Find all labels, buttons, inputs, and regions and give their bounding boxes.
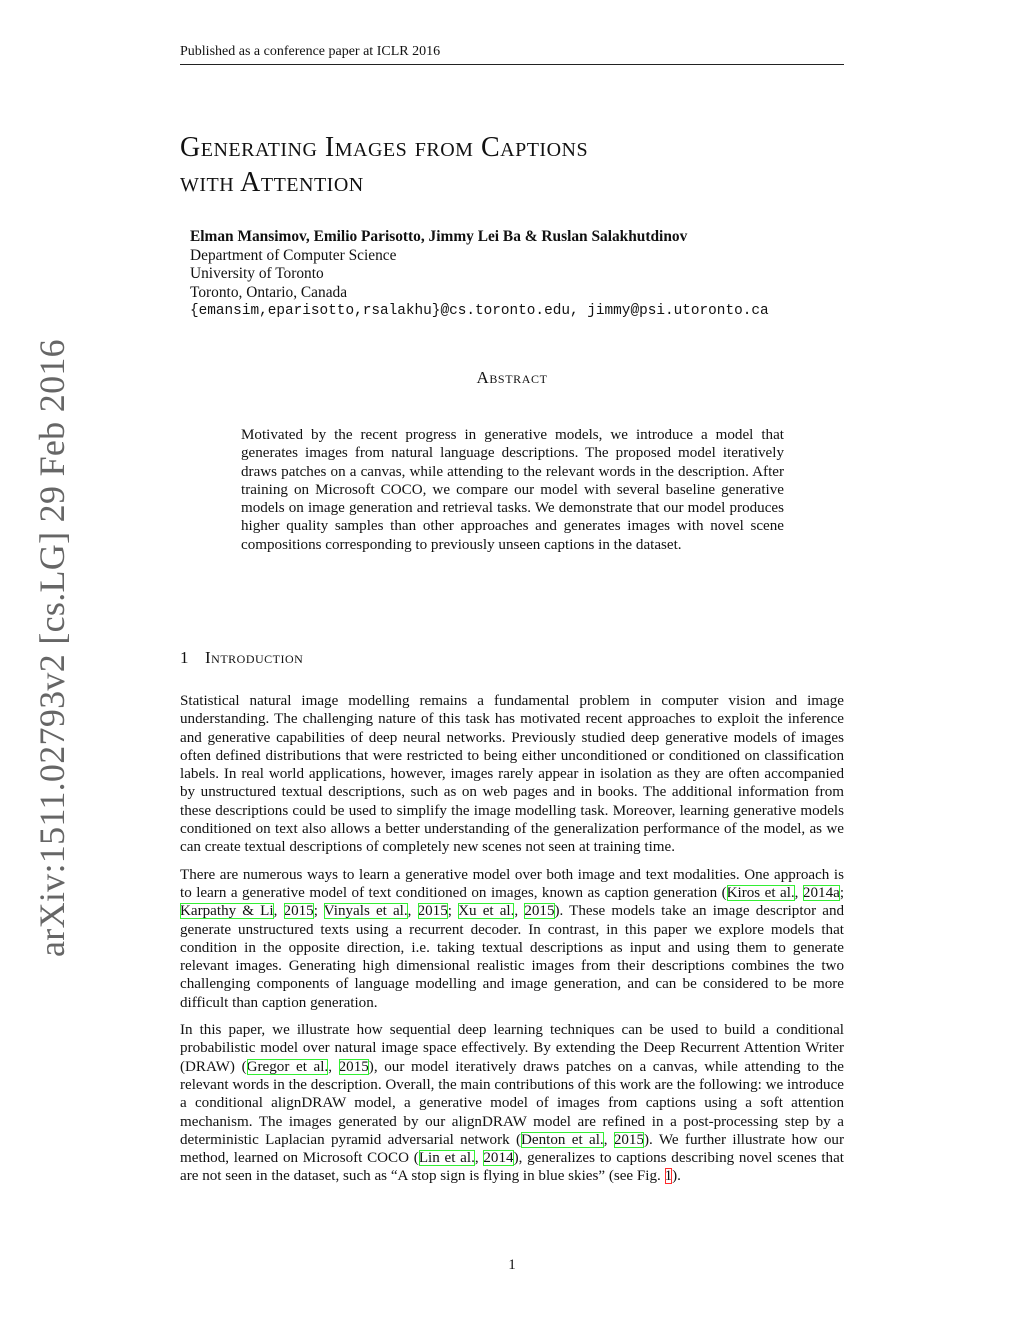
running-header: Published as a conference paper at ICLR 2016 xyxy=(180,44,844,65)
citation-separator: ; xyxy=(447,903,459,920)
citation-separator: , xyxy=(794,884,803,901)
paragraph-text: ). xyxy=(672,1168,681,1185)
citation-link[interactable]: Lin et al. xyxy=(418,1150,475,1167)
arxiv-identifier: arXiv:1511.02793v2 [cs.LG] 29 Feb 2016 xyxy=(32,339,72,957)
citation-separator: ; xyxy=(313,903,324,920)
citation-separator: , xyxy=(328,1058,339,1075)
author-block xyxy=(190,228,850,321)
title-line-2: with Attention xyxy=(180,167,364,198)
citation-link[interactable]: 2015 xyxy=(524,903,555,920)
email-jimmy: jimmy@psi.utoronto.ca xyxy=(587,303,769,319)
citation-link[interactable]: 2015 xyxy=(613,1131,645,1148)
email-group-toronto: {emansim,eparisotto,rsalakhu}@cs.toronto.edu, xyxy=(190,303,579,319)
citation-separator: , xyxy=(603,1131,614,1148)
citation-link[interactable]: Gregor et al. xyxy=(246,1058,329,1075)
intro-paragraph-3 xyxy=(180,1021,844,1186)
affiliation-university: University of Toronto xyxy=(190,265,324,282)
citation-link[interactable]: 2014 xyxy=(483,1150,514,1167)
page-number: 1 xyxy=(508,1257,516,1273)
paragraph-text: ). We further illustrate how our method, learned on Microsoft COCO ( xyxy=(180,1131,844,1167)
abstract-text: Motivated by the recent progress in generative models, we introduce a model that generates images from natural language descriptions. The proposed model iteratively draws patches on a canvas, while attending to the relevant words in the description. After training on Microsoft COCO, we compare our model with several baseline generative models on image generation and retrieval tasks. We demonstrate that our model produces higher quality samples than other approaches and generates images with novel scene compositions corresponding to previously unseen captions in the dataset. xyxy=(241,427,784,553)
section-number: 1 xyxy=(180,648,189,667)
affiliation-location: Toronto, Ontario, Canada xyxy=(190,283,348,301)
title-line-1: Generating Images from Captions xyxy=(180,132,589,163)
affiliation-department: Department of Computer Science xyxy=(190,246,397,264)
figure-reference-link[interactable]: 1 xyxy=(664,1168,673,1185)
author-names: Elman Mansimov, Emilio Parisotto, Jimmy Lei Ba & Ruslan Salakhutdinov xyxy=(190,228,688,245)
paper-title xyxy=(180,130,844,200)
section-heading-introduction xyxy=(180,648,303,668)
citation-link[interactable]: Denton et al. xyxy=(521,1131,604,1148)
citation-separator: , xyxy=(474,1150,484,1167)
introduction-body xyxy=(180,692,844,1195)
citation-separator: , xyxy=(273,903,284,920)
paragraph-text: There are numerous ways to learn a generative model over both image and text modalities. One approach is to learn a generative model of text conditioned on images, known as caption generation ( xyxy=(180,866,844,901)
intro-paragraph-2 xyxy=(180,866,844,1012)
citation-link[interactable]: 2014a xyxy=(802,884,840,901)
paragraph-text: ). These models take an image descriptor and generate unstructured texts using a recurrent decoder. In contrast, in this paper we explore models that condition in the opposite direction, i.e. taking textual descriptions as input and using them to generate relevant images. Generating high dimensional realistic images from their descriptions combines the two challenging components of language modelling and image generation, and can be considered to be more difficult than caption generation. xyxy=(180,903,845,1011)
paragraph-text: ), generalizes to captions describing novel scenes that are not seen in the dataset, such as “A stop sign is flying in blue skies” (see Fig. xyxy=(180,1150,844,1185)
paragraph-text: In this paper, we illustrate how sequential deep learning techniques can be used to build a conditional probabilistic model over natural image space effectively. By extending the Deep Recurrent Attention Writer (DRAW) ( xyxy=(180,1022,844,1075)
section-title: Introduction xyxy=(205,648,304,667)
citation-separator: ; xyxy=(839,884,845,901)
abstract-heading: Abstract xyxy=(476,368,548,387)
citation-link[interactable]: Vinyals et al. xyxy=(323,903,408,920)
citation-separator: , xyxy=(407,903,418,920)
citation-link[interactable]: 2015 xyxy=(417,903,448,920)
intro-paragraph-1: Statistical natural image modelling remains a fundamental problem in computer vision and image understanding. The challenging nature of this task has motivated recent approaches to exploit the inference and generative capabilities of deep neural networks. Previously studied deep generative models of images often defined distributions that were restricted to being either unconditioned or conditioned on classification labels. In real world applications, however, images rarely appear in isolation as they are often accompanied by unstructured textual descriptions, such as on web pages and in books. The additional information from these descriptions could be used to simplify the image modelling task. Moreover, learning generative models conditioned on text also allows a better understanding of the generalization performance of the model, as we can create textual descriptions of completely new scenes not seen at training time. xyxy=(180,693,844,856)
paragraph-text: ), our model iteratively draws patches on a canvas, while attending to the relevant words in the description. Overall, the main contributions of this work are the following: we introduce a conditional alignDRAW model, a generative model of images from captions using a soft attention mechanism. The images generated by our alignDRAW model are refined in a post-processing step by a deterministic Laplacian pyramid adversarial network ( xyxy=(180,1058,845,1148)
citation-separator: , xyxy=(514,903,525,920)
citation-link[interactable]: 2015 xyxy=(338,1058,369,1075)
author-emails xyxy=(190,302,850,321)
citation-link[interactable]: 2015 xyxy=(283,903,314,920)
citation-link[interactable]: Xu et al. xyxy=(458,903,515,920)
citation-link[interactable]: Karpathy & Li xyxy=(180,903,274,920)
citation-link[interactable]: Kiros et al. xyxy=(726,884,795,901)
